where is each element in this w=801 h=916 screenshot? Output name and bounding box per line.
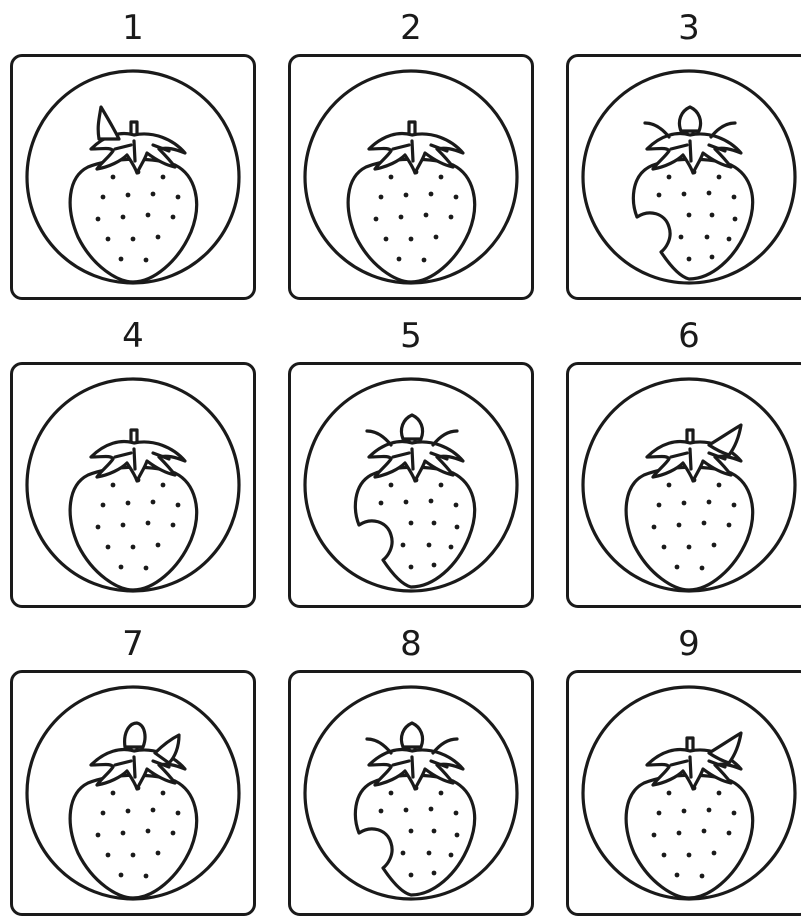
seed-dot bbox=[119, 565, 124, 570]
strawberry-body bbox=[626, 467, 752, 590]
strawberry-cell-9 bbox=[566, 622, 801, 912]
strawberry-icon bbox=[13, 57, 253, 297]
seed-dot bbox=[106, 853, 111, 858]
seed-dot bbox=[156, 851, 161, 856]
seed-dot bbox=[424, 213, 429, 218]
seed-dot bbox=[161, 791, 166, 796]
strawberry-icon bbox=[291, 57, 531, 297]
seed-dot bbox=[657, 193, 662, 198]
seed-dot bbox=[454, 811, 459, 816]
seed-dot bbox=[677, 523, 682, 528]
card-number: 8 bbox=[400, 624, 422, 664]
seed-dot bbox=[700, 874, 705, 879]
seed-dot bbox=[707, 191, 712, 196]
seed-dot bbox=[146, 213, 151, 218]
seed-dot bbox=[652, 833, 657, 838]
seed-dot bbox=[176, 195, 181, 200]
seed-dot bbox=[379, 501, 384, 506]
seed-dot bbox=[667, 483, 672, 488]
strawberry-leaves bbox=[367, 415, 463, 481]
strawberry-cell-7 bbox=[10, 622, 256, 912]
seed-dot bbox=[679, 235, 684, 240]
seed-dot bbox=[449, 545, 454, 550]
strawberry-leaves bbox=[91, 723, 185, 789]
seed-dot bbox=[156, 235, 161, 240]
strawberry-icon bbox=[569, 365, 801, 605]
strawberry-leaves bbox=[647, 733, 741, 789]
seed-dot bbox=[705, 235, 710, 240]
card-number: 3 bbox=[678, 8, 700, 48]
seed-dot bbox=[96, 833, 101, 838]
seed-dot bbox=[455, 833, 460, 838]
card-number: 6 bbox=[678, 316, 700, 356]
seed-dot bbox=[111, 483, 116, 488]
seed-dot bbox=[717, 175, 722, 180]
seed-dot bbox=[439, 175, 444, 180]
seed-dot bbox=[702, 521, 707, 526]
card-number: 7 bbox=[122, 624, 144, 664]
seed-dot bbox=[131, 545, 136, 550]
seed-dot bbox=[384, 237, 389, 242]
seed-dot bbox=[717, 791, 722, 796]
seed-dot bbox=[432, 829, 437, 834]
seed-dot bbox=[682, 809, 687, 814]
seed-dot bbox=[432, 521, 437, 526]
seed-dot bbox=[144, 874, 149, 879]
seed-dot bbox=[667, 175, 672, 180]
strawberry-icon bbox=[569, 57, 801, 297]
strawberry-icon bbox=[569, 673, 801, 913]
seed-dot bbox=[374, 217, 379, 222]
seed-dot bbox=[727, 831, 732, 836]
card-number: 1 bbox=[122, 8, 144, 48]
seed-dot bbox=[101, 503, 106, 508]
seed-dot bbox=[404, 808, 409, 813]
seed-dot bbox=[657, 503, 662, 508]
seed-dot bbox=[144, 258, 149, 263]
seed-dot bbox=[121, 831, 126, 836]
seed-dot bbox=[429, 192, 434, 197]
strawberry-card[interactable] bbox=[566, 670, 801, 916]
strawberry-cell-4 bbox=[10, 314, 256, 604]
seed-dot bbox=[422, 258, 427, 263]
strawberry-leaves bbox=[91, 107, 185, 173]
seed-dot bbox=[700, 566, 705, 571]
seed-dot bbox=[710, 255, 715, 260]
seed-dot bbox=[409, 521, 414, 526]
seed-dot bbox=[662, 853, 667, 858]
seed-dot bbox=[161, 175, 166, 180]
seed-dot bbox=[717, 483, 722, 488]
seed-dot bbox=[126, 809, 131, 814]
seed-dot bbox=[171, 831, 176, 836]
strawberry-leaves bbox=[91, 430, 185, 481]
seed-dot bbox=[161, 483, 166, 488]
seed-dot bbox=[121, 523, 126, 528]
seed-dot bbox=[439, 791, 444, 796]
seed-dot bbox=[389, 483, 394, 488]
seed-dot bbox=[682, 192, 687, 197]
strawberry-cell-1 bbox=[10, 6, 256, 296]
strawberry-icon bbox=[13, 673, 253, 913]
strawberry-body bbox=[70, 467, 196, 590]
strawberry-card[interactable] bbox=[566, 362, 801, 608]
seed-dot bbox=[732, 195, 737, 200]
seed-dot bbox=[434, 235, 439, 240]
seed-dot bbox=[432, 563, 437, 568]
strawberry-leaves bbox=[645, 107, 741, 173]
seed-dot bbox=[662, 545, 667, 550]
seed-dot bbox=[144, 566, 149, 571]
seed-dot bbox=[401, 851, 406, 856]
strawberry-card[interactable] bbox=[288, 362, 534, 608]
seed-dot bbox=[427, 543, 432, 548]
strawberry-leaves bbox=[367, 723, 463, 789]
strawberry-body bbox=[70, 775, 196, 898]
seed-dot bbox=[389, 791, 394, 796]
strawberry-cell-2 bbox=[288, 6, 534, 296]
seed-dot bbox=[732, 811, 737, 816]
seed-dot bbox=[707, 808, 712, 813]
strawberry-card[interactable] bbox=[10, 670, 256, 916]
seed-dot bbox=[151, 808, 156, 813]
strawberry-card[interactable] bbox=[566, 54, 801, 300]
seed-dot bbox=[401, 543, 406, 548]
seed-dot bbox=[101, 195, 106, 200]
seed-dot bbox=[146, 521, 151, 526]
strawberry-cell-5 bbox=[288, 314, 534, 604]
seed-dot bbox=[427, 851, 432, 856]
seed-dot bbox=[682, 501, 687, 506]
seed-dot bbox=[409, 565, 414, 570]
seed-dot bbox=[675, 565, 680, 570]
seed-dot bbox=[397, 257, 402, 262]
strawberry-icon bbox=[291, 673, 531, 913]
seed-dot bbox=[732, 503, 737, 508]
strawberry-cell-6 bbox=[566, 314, 801, 604]
seed-dot bbox=[712, 543, 717, 548]
strawberry-card[interactable] bbox=[288, 670, 534, 916]
seed-dot bbox=[677, 831, 682, 836]
seed-dot bbox=[121, 215, 126, 220]
seed-dot bbox=[131, 853, 136, 858]
seed-dot bbox=[106, 237, 111, 242]
seed-dot bbox=[429, 807, 434, 812]
seed-dot bbox=[156, 543, 161, 548]
seed-dot bbox=[111, 791, 116, 796]
seed-dot bbox=[687, 853, 692, 858]
seed-dot bbox=[96, 217, 101, 222]
strawberry-card[interactable] bbox=[10, 54, 256, 300]
card-number: 5 bbox=[400, 316, 422, 356]
seed-dot bbox=[432, 871, 437, 876]
seed-dot bbox=[455, 525, 460, 530]
seed-dot bbox=[409, 829, 414, 834]
seed-dot bbox=[131, 237, 136, 242]
seed-dot bbox=[171, 215, 176, 220]
seed-dot bbox=[687, 257, 692, 262]
card-number: 9 bbox=[678, 624, 700, 664]
seed-dot bbox=[409, 237, 414, 242]
strawberry-leaves bbox=[369, 122, 463, 173]
seed-dot bbox=[126, 501, 131, 506]
seed-dot bbox=[119, 873, 124, 878]
strawberry-body bbox=[70, 159, 196, 282]
strawberry-body bbox=[348, 159, 474, 282]
seed-dot bbox=[454, 503, 459, 508]
seed-dot bbox=[449, 215, 454, 220]
seed-dot bbox=[727, 237, 732, 242]
seed-dot bbox=[710, 213, 715, 218]
seed-dot bbox=[119, 257, 124, 262]
strawberry-icon bbox=[13, 365, 253, 605]
seed-dot bbox=[379, 195, 384, 200]
seed-dot bbox=[389, 175, 394, 180]
seed-dot bbox=[727, 523, 732, 528]
seed-dot bbox=[404, 193, 409, 198]
seed-dot bbox=[176, 503, 181, 508]
seed-dot bbox=[151, 192, 156, 197]
seed-dot bbox=[171, 523, 176, 528]
strawberry-icon bbox=[291, 365, 531, 605]
seed-dot bbox=[399, 215, 404, 220]
strawberry-cell-8 bbox=[288, 622, 534, 912]
seed-dot bbox=[111, 175, 116, 180]
seed-dot bbox=[687, 213, 692, 218]
seed-dot bbox=[439, 483, 444, 488]
seed-dot bbox=[409, 873, 414, 878]
seed-dot bbox=[702, 829, 707, 834]
seed-dot bbox=[687, 545, 692, 550]
strawberry-cell-3 bbox=[566, 6, 801, 296]
seed-dot bbox=[667, 791, 672, 796]
seed-dot bbox=[712, 851, 717, 856]
seed-dot bbox=[101, 811, 106, 816]
card-number: 4 bbox=[122, 316, 144, 356]
seed-dot bbox=[176, 811, 181, 816]
seed-dot bbox=[146, 829, 151, 834]
seed-dot bbox=[96, 525, 101, 530]
seed-dot bbox=[675, 873, 680, 878]
seed-dot bbox=[126, 193, 131, 198]
seed-dot bbox=[657, 811, 662, 816]
seed-dot bbox=[733, 217, 738, 222]
strawberry-card[interactable] bbox=[10, 362, 256, 608]
seed-dot bbox=[429, 499, 434, 504]
strawberry-card[interactable] bbox=[288, 54, 534, 300]
seed-dot bbox=[379, 809, 384, 814]
seed-dot bbox=[449, 853, 454, 858]
card-number: 2 bbox=[400, 8, 422, 48]
seed-dot bbox=[106, 545, 111, 550]
strawberry-body bbox=[626, 775, 752, 898]
seed-dot bbox=[404, 500, 409, 505]
seed-dot bbox=[454, 195, 459, 200]
strawberry-leaves bbox=[647, 425, 741, 481]
seed-dot bbox=[652, 525, 657, 530]
seed-dot bbox=[707, 500, 712, 505]
seed-dot bbox=[151, 500, 156, 505]
